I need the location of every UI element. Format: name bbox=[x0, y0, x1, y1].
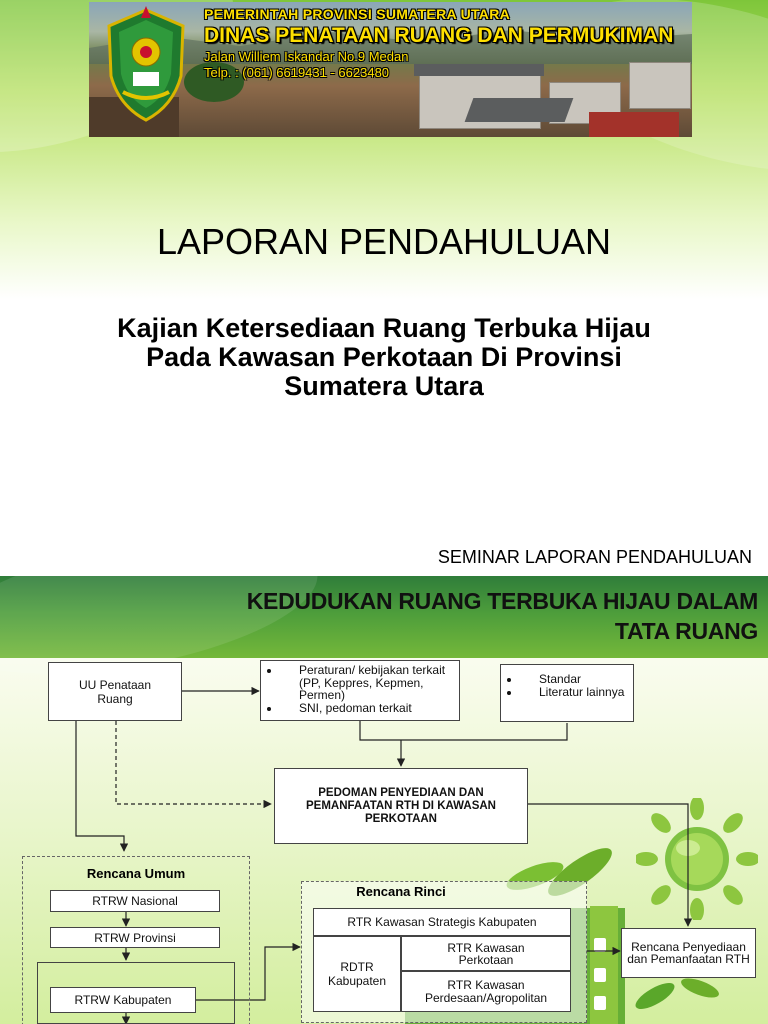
rencana-umum-heading: Rencana Umum bbox=[86, 866, 186, 881]
slide-title: LAPORAN PENDAHULUAN bbox=[156, 221, 612, 262]
box-label: RTR Kawasan Perdesaan/Agropolitan bbox=[424, 977, 548, 1005]
slide-title-line: KEDUDUKAN RUANG TERBUKA HIJAU DALAM bbox=[246, 588, 758, 614]
rencana-rth-box bbox=[621, 928, 756, 978]
box-label: PEDOMAN PENYEDIAAN DAN PEMANFAATAN RTH DI KAWASAN PERKOTAAN bbox=[306, 786, 496, 825]
peraturan-list bbox=[261, 664, 459, 714]
standar-box bbox=[500, 664, 634, 722]
box-label: RDTR Kabupaten bbox=[327, 960, 387, 988]
rtrw-provinsi-box bbox=[50, 927, 220, 948]
rencana-rinci-heading: Rencana Rinci bbox=[356, 884, 446, 899]
diagram-slide bbox=[0, 576, 768, 1024]
banner-text bbox=[204, 6, 673, 80]
list-item: • Literatur lainnya bbox=[521, 686, 633, 699]
slide-subtitle: Kajian Ketersediaan Ruang Terbuka Hijau Pada Kawasan Perkotaan Di Provinsi Sumatera Utara bbox=[117, 313, 651, 401]
rtrw-kabupaten-box bbox=[50, 987, 196, 1013]
banner-phone: Telp. : (061) 6619431 - 6623480 bbox=[204, 65, 390, 80]
box-label: RTR Kawasan Perkotaan bbox=[447, 940, 525, 967]
rtr-kawasan-perkotaan-box bbox=[401, 936, 571, 971]
banner-government-name: PEMERINTAH PROVINSI SUMATERA UTARA bbox=[204, 6, 511, 22]
box-label: UU Penataan Ruang bbox=[78, 677, 152, 706]
banner-red-roof bbox=[589, 112, 679, 137]
banner-agency-name: DINAS PENATAAN RUANG DAN PERMUKIMAN bbox=[204, 24, 674, 47]
list-item: • SNI, pedoman terkait bbox=[281, 702, 459, 715]
pedoman-box bbox=[274, 768, 528, 844]
box-label: RTR Kawasan Strategis Kabupaten bbox=[347, 915, 537, 929]
box-label: RTRW Nasional bbox=[92, 894, 178, 908]
sun-icon bbox=[636, 798, 758, 920]
list-item: • Peraturan/ kebijakan terkait (PP, Keppres, Kepmen, Permen) bbox=[281, 664, 459, 702]
slide-title-line: TATA RUANG bbox=[614, 618, 758, 644]
slide-footer: SEMINAR LAPORAN PENDAHULUAN bbox=[437, 547, 752, 567]
box-label: RTRW Kabupaten bbox=[74, 993, 172, 1007]
banner-address: Jalan Williem Iskandar No.9 Medan bbox=[204, 49, 409, 64]
box-label: Rencana Penyediaan dan Pemanfaatan RTH bbox=[627, 940, 750, 966]
box-label: RTRW Provinsi bbox=[94, 930, 176, 945]
uu-penataan-ruang-box bbox=[48, 662, 182, 721]
rtr-kawasan-strategis-box bbox=[313, 908, 571, 936]
provincial-emblem-icon bbox=[103, 6, 189, 124]
banner-roof bbox=[465, 98, 574, 122]
standar-list bbox=[501, 673, 633, 698]
peraturan-box bbox=[260, 660, 460, 721]
list-item: • Standar bbox=[521, 673, 633, 686]
rdtr-kabupaten-box bbox=[313, 936, 401, 1012]
rtrw-nasional-box bbox=[50, 890, 220, 912]
rtr-kawasan-perdesaan-box bbox=[401, 971, 571, 1012]
header-banner bbox=[89, 2, 692, 137]
